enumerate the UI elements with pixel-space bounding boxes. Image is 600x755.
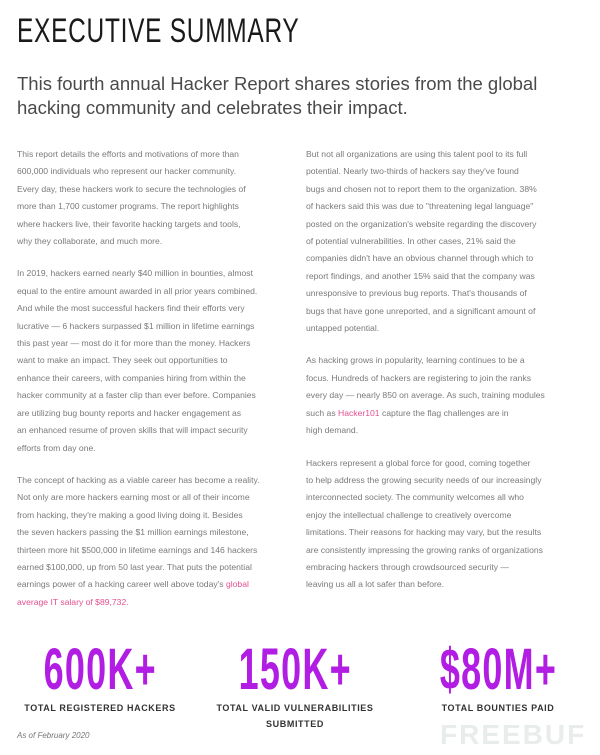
text-line: are consistently impressing the growing ranks of organizations xyxy=(306,544,543,555)
right-column xyxy=(306,146,592,609)
stat-value: 150K+ xyxy=(238,637,352,702)
text-line xyxy=(17,594,303,611)
paragraph xyxy=(306,455,592,594)
watermark: FREEBUF xyxy=(440,719,587,750)
text-line: the seven hackers passing the $1 million earnings milestone, xyxy=(17,527,249,538)
text-line: enjoy the intellectual challenge to creatively overcome xyxy=(306,509,512,520)
text-line: As hacking grows in popularity, learning continues to be a xyxy=(306,355,525,366)
text-line: But not all organizations are using this talent pool to its full xyxy=(306,149,528,159)
text-line: interconnected society. The community welcomes all who xyxy=(306,492,524,503)
text-line: unresponsive to previous bug reports. That's thousands of xyxy=(306,288,527,299)
paragraph xyxy=(17,146,303,250)
stat-value: 600K+ xyxy=(43,637,157,702)
text-line: of potential vulnerabilities. In other cases, 21% said the xyxy=(306,236,516,247)
text-line: report findings, and another 15% said that the company was xyxy=(306,270,535,281)
text-line: focus. Hundreds of hackers are registering to join the ranks xyxy=(306,372,531,383)
paragraph xyxy=(306,352,592,439)
text-line: lucrative — 6 hackers surpassed $1 million in lifetime earnings xyxy=(17,320,255,331)
text-line: potential. Nearly two-thirds of hackers say they've found xyxy=(306,166,519,177)
text-line: Hackers represent a global force for good, coming together xyxy=(306,457,531,468)
text-line: And while the most successful hackers find their efforts very xyxy=(17,303,245,314)
as-of-note: As of February 2020 xyxy=(17,731,90,740)
text-line: Not only are more hackers earning most or all of their income xyxy=(17,492,250,503)
text-line: companies didn't have an obvious channel through which to xyxy=(306,253,534,264)
stat-valid-vulnerabilities xyxy=(195,637,395,732)
text-line: where hackers live, their favorite hacking targets and tools, xyxy=(17,218,241,229)
text-line: posted on the organization's website regarding the discovery xyxy=(306,218,537,229)
text-line: this past year — most do it for more than the money. Hackers xyxy=(17,338,251,349)
it-salary-link[interactable]: average IT salary of $89,732. xyxy=(17,596,129,607)
hacker101-link[interactable]: Hacker101 xyxy=(338,407,380,418)
left-column xyxy=(17,146,303,626)
subtitle-line: This fourth annual Hacker Report shares stories from the global xyxy=(17,73,538,94)
text-line: Every day, these hackers work to secure the technologies of xyxy=(17,183,246,194)
paragraph xyxy=(306,146,592,337)
text-line: such as Hacker101 capture the flag challenges are in xyxy=(306,407,509,418)
stat-registered-hackers xyxy=(0,637,200,716)
text-line: bugs that have gone unreported, and a significant amount of xyxy=(306,305,536,316)
page-title: EXECUTIVE SUMMARY xyxy=(17,12,300,50)
text-line: every day — nearly 850 on average. As such, training modules xyxy=(306,390,545,401)
text-line: more than 1,700 customer programs. The report highlights xyxy=(17,201,239,212)
text-line: limitations. Their reasons for hacking may vary, but the results xyxy=(306,527,542,538)
text-line: why they collaborate, and much more. xyxy=(17,236,163,247)
text-line: This report details the efforts and motivations of more than xyxy=(17,149,239,159)
stat-label: TOTAL REGISTERED HACKERS xyxy=(24,703,176,713)
text-line: of hackers said this was due to "threatening legal language" xyxy=(306,201,534,212)
paragraph xyxy=(17,265,303,456)
text-line: equal to the entire amount awarded in all prior years combined. xyxy=(17,285,258,296)
it-salary-link[interactable]: global xyxy=(225,579,249,590)
text-line: are utilizing bug bounty reports and hacker engagement as xyxy=(17,407,242,418)
stat-label: TOTAL VALID VULNERABILITIES xyxy=(216,703,374,713)
text-line: The concept of hacking as a viable career has become a reality. xyxy=(17,474,260,485)
stat-label: SUBMITTED xyxy=(266,719,324,729)
paragraph xyxy=(17,472,303,611)
text-line: earnings power of a hacking career well above today's global xyxy=(17,579,249,590)
text-line: thirteen more hit $500,000 in lifetime earnings and 146 hackers xyxy=(17,544,258,555)
text-line: from hacking, they're making a good living doing it. Besides xyxy=(17,509,243,520)
stat-value: $80M+ xyxy=(439,637,557,702)
text-line: In 2019, hackers earned nearly $40 million in bounties, almost xyxy=(17,268,253,279)
text-line: want to make an impact. They seek out opportunities to xyxy=(17,355,228,366)
text-line: high demand. xyxy=(306,425,359,436)
text-line: untapped potential. xyxy=(306,323,380,334)
text-line: bugs and chosen not to report them to the organization. 38% xyxy=(306,183,537,194)
text-line: to help address the growing security needs of our increasingly xyxy=(306,474,542,485)
text-line: embracing hackers through crowdsourced security — xyxy=(306,561,509,572)
text-line: earned $100,000, up from 50 last year. That puts the potential xyxy=(17,561,252,572)
text-line: enhance their careers, with companies hiring from within the xyxy=(17,372,246,383)
subtitle xyxy=(17,72,597,120)
text-line: 600,000 individuals who represent our hacker community. xyxy=(17,166,237,177)
text-line: an enhanced resume of proven skills that will impact security xyxy=(17,425,248,436)
stat-bounties-paid xyxy=(398,637,598,716)
text-line: leaving us all a lot safer than before. xyxy=(306,579,445,590)
subtitle-line: hacking community and celebrates their impact. xyxy=(17,97,408,118)
text-line: efforts from day one. xyxy=(17,442,96,453)
stat-label: TOTAL BOUNTIES PAID xyxy=(441,703,555,713)
text-line: hacker community at a faster clip than ever before. Companies xyxy=(17,390,256,401)
